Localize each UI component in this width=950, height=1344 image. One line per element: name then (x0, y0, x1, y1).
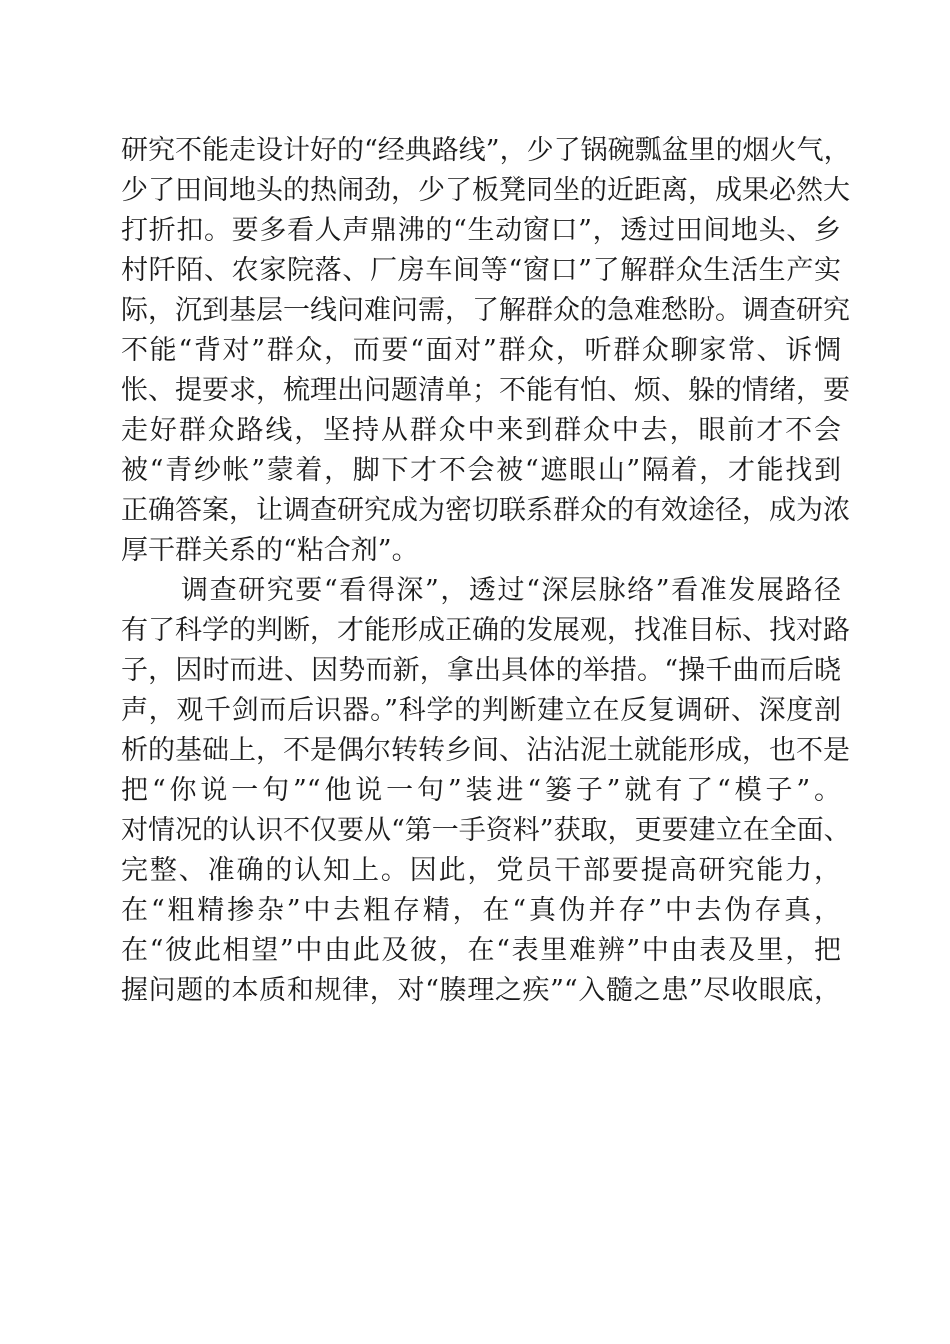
text-line: 握问题的本质和规律，对“腠理之疾”“入髓之患”尽收眼底， (121, 975, 841, 1006)
text-line: 打折扣。要多看人声鼎沸的“生动窗口”，透过田间地头、乡 (121, 215, 841, 246)
text-line: 在“彼此相望”中由此及彼，在“表里难辨”中由表及里，把 (121, 935, 841, 966)
text-line: 在“粗精掺杂”中去粗存精，在“真伪并存”中去伪存真， (121, 895, 841, 926)
text-line: 被“青纱帐”蒙着，脚下才不会被“遮眼山”隔着，才能找到 (121, 455, 841, 486)
text-line: 声，观千剑而后识器。”科学的判断建立在反复调研、深度剖 (121, 695, 841, 726)
text-line: 把“你说一句”“他说一句”装进“篓子”就有了“模子”。 (121, 775, 841, 806)
text-line: 际，沉到基层一线问难问需，了解群众的急难愁盼。调查研究 (121, 295, 850, 326)
text-line: 有了科学的判断，才能形成正确的发展观，找准目标、找对路 (121, 615, 850, 646)
text-line: 村阡陌、农家院落、厂房车间等“窗口”了解群众生活生产实 (121, 255, 841, 286)
body-text (121, 131, 851, 1011)
text-line: 厚干群关系的“粘合剂”。 (121, 535, 419, 566)
paragraph-2 (121, 571, 851, 1011)
text-line: 调查研究要“看得深”，透过“深层脉络”看准发展路径 (181, 575, 841, 606)
text-line: 研究不能走设计好的“经典路线”，少了锅碗瓢盆里的烟火气， (121, 135, 851, 166)
paragraph-1 (121, 131, 851, 571)
text-line: 析的基础上，不是偶尔转转乡间、沾沾泥土就能形成，也不是 (121, 735, 850, 766)
text-line: 少了田间地头的热闹劲，少了板凳同坐的近距离，成果必然大 (121, 175, 850, 206)
text-line: 怅、提要求，梳理出问题清单；不能有怕、烦、躲的情绪，要 (121, 375, 850, 406)
text-line: 对情况的认识不仅要从“第一手资料”获取，更要建立在全面、 (121, 815, 851, 846)
text-line: 不能“背对”群众，而要“面对”群众，听群众聊家常、诉惆 (121, 335, 841, 366)
text-line: 走好群众路线，坚持从群众中来到群众中去，眼前才不会 (121, 415, 841, 446)
text-line: 正确答案，让调查研究成为密切联系群众的有效途径，成为浓 (121, 495, 850, 526)
text-line: 完整、准确的认知上。因此，党员干部要提高研究能力， (121, 855, 841, 886)
text-line: 子，因时而进、因势而新，拿出具体的举措。“操千曲而后晓 (121, 655, 841, 686)
